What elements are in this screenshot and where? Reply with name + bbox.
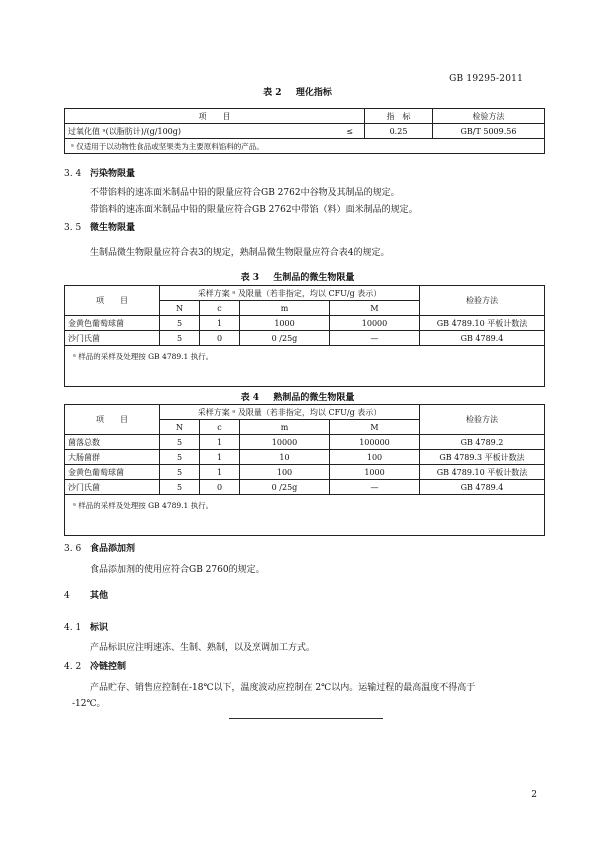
- table4-row1-method: GB 4789.2: [420, 435, 545, 450]
- section-3-5-title: 微生物限量: [90, 223, 136, 233]
- table4-caption-no: 表 4: [240, 393, 260, 403]
- table4-row2-m: 10: [240, 450, 330, 465]
- table3-row2-m: 0 /25g: [240, 331, 330, 346]
- table3-row2-method: GB 4789.4: [420, 331, 545, 346]
- section-4-1-title: 标识: [90, 623, 109, 633]
- section-3-6-number: 3. 6: [64, 544, 82, 554]
- table4-row2-M: 100: [330, 450, 420, 465]
- table3-row2-n: 5: [160, 331, 200, 346]
- table3-sub-n: N: [160, 301, 200, 316]
- table3: [64, 285, 545, 387]
- section-4-heading: [64, 588, 108, 601]
- table2-item-cell: [65, 124, 365, 139]
- table2-value: 0.25: [365, 124, 433, 139]
- section-3-4-title: 污染物限量: [90, 169, 136, 179]
- table4-row1-m: 10000: [240, 435, 330, 450]
- table4-caption: [0, 390, 595, 403]
- table4-sub-M: M: [330, 420, 420, 435]
- table4-row1-n: 5: [160, 435, 200, 450]
- section-3-6-heading: [64, 541, 135, 554]
- section-3-6-para-1: 食品添加剂的使用应符合GB 2760的规定。: [90, 565, 265, 575]
- section-4-1-number: 4. 1: [64, 623, 82, 633]
- table3-header-item: 项 目: [65, 286, 160, 316]
- table4-row4-n: 5: [160, 480, 200, 495]
- table3-row1-item: 金黄色葡萄球菌: [65, 316, 160, 331]
- table2-operator: ≤: [346, 126, 353, 136]
- table4-header-item: 项 目: [65, 405, 160, 435]
- table4-row2-method: GB 4789.3 平板计数法: [420, 450, 545, 465]
- section-4-1-heading: [64, 620, 108, 633]
- standard-number: GB 19295-2011: [449, 74, 523, 84]
- table4-row2-n: 5: [160, 450, 200, 465]
- table2-caption: [0, 85, 595, 98]
- table3-note: ᵃ 样品的采样及处理按 GB 4789.1 执行。: [65, 346, 545, 387]
- table2-note: ᵃ 仅适用于以动物性食品或坚果类为主要原料馅料的产品。: [65, 139, 545, 154]
- table2-header-item: 项 目: [65, 109, 365, 124]
- table-row: [65, 346, 545, 387]
- section-3-4-heading: [64, 166, 135, 179]
- table2-header-index: 指 标: [365, 109, 433, 124]
- table-row: [65, 124, 545, 139]
- table4-row2-c: 1: [200, 450, 240, 465]
- table4-row3-M: 1000: [330, 465, 420, 480]
- table4-row3-n: 5: [160, 465, 200, 480]
- table4-row2-item: 大肠菌群: [65, 450, 160, 465]
- table-row: [65, 331, 545, 346]
- table3-row1-c: 1: [200, 316, 240, 331]
- section-4-title: 其他: [90, 591, 109, 601]
- table3-caption-title: 生制品的微生物限量: [273, 273, 355, 283]
- table-row: [65, 495, 545, 536]
- table4-row4-c: 0: [200, 480, 240, 495]
- table3-row1-M: 10000: [330, 316, 420, 331]
- table-row: [65, 405, 545, 420]
- table4-row3-m: 100: [240, 465, 330, 480]
- table3-header-plan: 采样方案 ᵃ 及限量（若非指定，均以 CFU/g 表示）: [160, 286, 420, 301]
- table4-note: ᵃ 样品的采样及处理按 GB 4789.1 执行。: [65, 495, 545, 536]
- table-row: [65, 465, 545, 480]
- table2-caption-title: 理化指标: [295, 88, 332, 98]
- table4-row3-item: 金黄色葡萄球菌: [65, 465, 160, 480]
- section-4-2-para-2: -12℃。: [72, 699, 106, 709]
- table2: [64, 108, 545, 154]
- table-row: [65, 109, 545, 124]
- table-row: [65, 139, 545, 154]
- table3-row1-n: 5: [160, 316, 200, 331]
- table4-row4-item: 沙门氏菌: [65, 480, 160, 495]
- table3-row1-m: 1000: [240, 316, 330, 331]
- section-3-5-number: 3. 5: [64, 223, 82, 233]
- section-4-1-para-1: 产品标识应注明速冻、生制、熟制，以及烹调加工方式。: [90, 643, 316, 653]
- table3-row2-c: 0: [200, 331, 240, 346]
- section-3-5-para-1: 生制品微生物限量应符合表3的规定，熟制品微生物限量应符合表4的规定。: [90, 248, 390, 258]
- table4-row4-method: GB 4789.4: [420, 480, 545, 495]
- page-number: 2: [531, 790, 537, 800]
- table3-caption-no: 表 3: [240, 273, 260, 283]
- table3-sub-M: M: [330, 301, 420, 316]
- table-row: [65, 450, 545, 465]
- table4-row1-item: 菌落总数: [65, 435, 160, 450]
- section-3-4-para-1: 不带馅料的速冻面米制品中铅的限量应符合GB 2762中谷物及其制品的规定。: [90, 188, 400, 198]
- table3-header-method: 检验方法: [420, 286, 545, 316]
- table-row: [65, 316, 545, 331]
- table4-sub-n: N: [160, 420, 200, 435]
- table4-row3-method: GB 4789.10 平板计数法: [420, 465, 545, 480]
- section-4-2-number: 4. 2: [64, 662, 82, 672]
- table4-row4-M: —: [330, 480, 420, 495]
- table2-method: GB/T 5009.56: [433, 124, 545, 139]
- table3-row2-item: 沙门氏菌: [65, 331, 160, 346]
- table3-row1-method: GB 4789.10 平板计数法: [420, 316, 545, 331]
- table4-sub-c: c: [200, 420, 240, 435]
- section-4-2-title: 冷链控制: [90, 662, 127, 672]
- end-rule: [229, 718, 383, 719]
- section-3-4-number: 3. 4: [64, 169, 82, 179]
- table4-header-method: 检验方法: [420, 405, 545, 435]
- section-4-number: 4: [64, 591, 70, 601]
- table3-caption: [0, 270, 595, 283]
- table-row: [65, 480, 545, 495]
- section-4-2-heading: [64, 659, 126, 672]
- table3-sub-m: m: [240, 301, 330, 316]
- table3-row2-M: —: [330, 331, 420, 346]
- table2-caption-no: 表 2: [263, 88, 282, 98]
- table4-row1-c: 1: [200, 435, 240, 450]
- section-3-4-para-2: 带馅料的速冻面米制品中铅的限量应符合GB 2762中带馅（料）面米制品的规定。: [90, 205, 418, 215]
- table4-header-plan: 采样方案 ᵃ 及限量（若非指定，均以 CFU/g 表示）: [160, 405, 420, 420]
- section-4-2-para-1: 产品贮存、销售应控制在-18℃以下，温度波动应控制在 2℃以内。运输过程的最高温度不得高于: [90, 683, 476, 693]
- table4-row4-m: 0 /25g: [240, 480, 330, 495]
- table4-row3-c: 1: [200, 465, 240, 480]
- table4-row1-M: 100000: [330, 435, 420, 450]
- table2-header-method: 检验方法: [433, 109, 545, 124]
- section-3-5-heading: [64, 220, 135, 233]
- table3-sub-c: c: [200, 301, 240, 316]
- section-3-6-title: 食品添加剂: [90, 544, 136, 554]
- table2-item: 过氧化值 ᵃ(以脂肪计)/(g/100g): [68, 126, 182, 136]
- table-row: [65, 286, 545, 301]
- table-row: [65, 435, 545, 450]
- table4-sub-m: m: [240, 420, 330, 435]
- table4-caption-title: 熟制品的微生物限量: [273, 393, 355, 403]
- table4: [64, 404, 545, 536]
